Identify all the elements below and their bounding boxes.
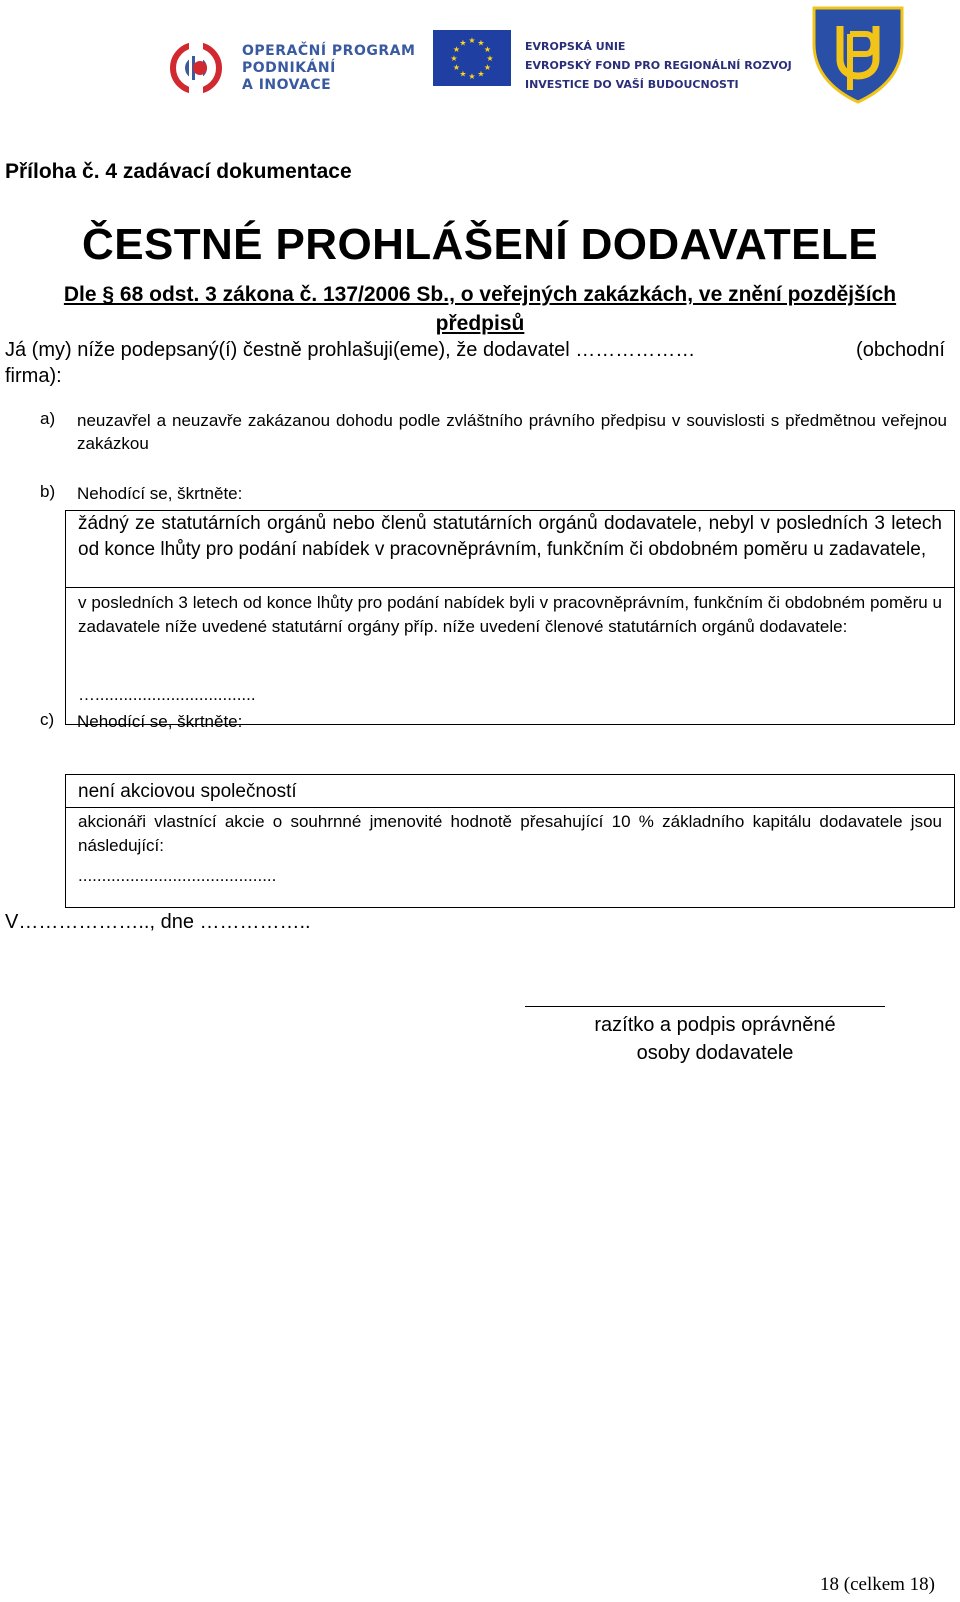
declaration (5, 337, 945, 389)
item-b-options-box (65, 510, 955, 725)
item-c-option-2: akcionáři vlastnící akcie o souhrnné jmenovité hodnotě přesahující 10 % základního kapitálu dodavatele jsou následující: (78, 812, 942, 855)
svg-text:★: ★ (452, 63, 461, 72)
svg-text:★: ★ (468, 36, 476, 45)
svg-text:★: ★ (486, 54, 494, 63)
opi-mark-icon (170, 42, 222, 94)
declaration-start: Já (my) níže podepsaný(í) čestně prohlašuji(eme), že dodavatel ……………… (5, 339, 696, 361)
opi-line-3: A INOVACE (242, 77, 332, 93)
opi-line-2: PODNIKÁNÍ (242, 60, 336, 76)
declaration-end: (obchodní (856, 339, 945, 361)
svg-text:★: ★ (483, 63, 492, 72)
item-c-dots: .......................................... (78, 866, 277, 885)
signature-caption (525, 1011, 905, 1067)
item-c-label: Nehodící se, škrtněte: (77, 712, 243, 731)
item-a-letter: a) (40, 409, 56, 428)
university-crest-icon (810, 4, 906, 104)
item-b-label: Nehodící se, škrtněte: (77, 484, 243, 503)
item-a-text: neuzavřel a neuzavře zakázanou dohodu podle zvláštního právního předpisu v souvislosti s předmětnou veřejnou zakázkou (77, 411, 947, 453)
page-number: 18 (celkem 18) (820, 1574, 936, 1595)
document-subtitle: Dle § 68 odst. 3 zákona č. 137/2006 Sb., o veřejných zakázkách, ve znění pozdějších předpisů (63, 283, 897, 335)
svg-text:★: ★ (459, 38, 467, 48)
svg-text:★: ★ (452, 45, 461, 54)
signature-caption-line-2: osoby dodavatele (636, 1042, 794, 1064)
annex-label: Příloha č. 4 zadávací dokumentace (5, 160, 352, 183)
svg-text:★: ★ (477, 38, 485, 48)
eu-line-3: INVESTICE DO VAŠÍ BUDOUCNOSTI (525, 78, 739, 91)
item-c-divider (66, 807, 954, 808)
item-b-option-1: žádný ze statutárních orgánů nebo členů statutárních orgánů dodavatele, nebyl v posledních 3 letech od konce lhůty pro podání nabídek v pracovněprávním, funkčním či obdobném poměru u zadavatele, (78, 513, 942, 560)
svg-text:★: ★ (459, 69, 467, 79)
eu-line-1: EVROPSKÁ UNIE (525, 40, 626, 53)
eu-flag-icon (433, 30, 511, 86)
item-c-option-1: není akciovou společností (78, 781, 297, 802)
svg-text:★: ★ (468, 72, 476, 81)
opi-wordmark (242, 43, 415, 94)
item-c-letter: c) (40, 710, 55, 729)
eu-line-2: EVROPSKÝ FOND PRO REGIONÁLNÍ ROZVOJ (525, 59, 792, 72)
svg-text:★: ★ (477, 69, 485, 79)
signature-caption-line-1: razítko a podpis oprávněné (594, 1014, 836, 1036)
svg-text:★: ★ (450, 54, 458, 63)
item-b-letter: b) (40, 482, 56, 501)
item-c-options-box (65, 774, 955, 908)
eu-text-block (525, 37, 792, 94)
opi-line-1: OPERAČNÍ PROGRAM (242, 43, 416, 59)
item-b-dots: ….................................. (78, 685, 256, 704)
place-date-line: V……………….., dne …………….. (5, 911, 311, 933)
item-b-divider (66, 587, 954, 588)
opi-logo (170, 40, 425, 95)
item-b-option-2: v posledních 3 letech od konce lhůty pro podání nabídek byli v pracovněprávním, funkčním či obdobném poměru u zadavatele níže uvedené statutární orgány příp. níže uvedení členové statutárních orgánů dodavatele: (78, 593, 942, 636)
document-title: ČESTNÉ PROHLÁŠENÍ DODAVATELE (82, 220, 878, 269)
svg-text:★: ★ (483, 45, 492, 54)
declaration-line-2: firma): (5, 365, 62, 387)
signature-line (525, 1006, 885, 1007)
